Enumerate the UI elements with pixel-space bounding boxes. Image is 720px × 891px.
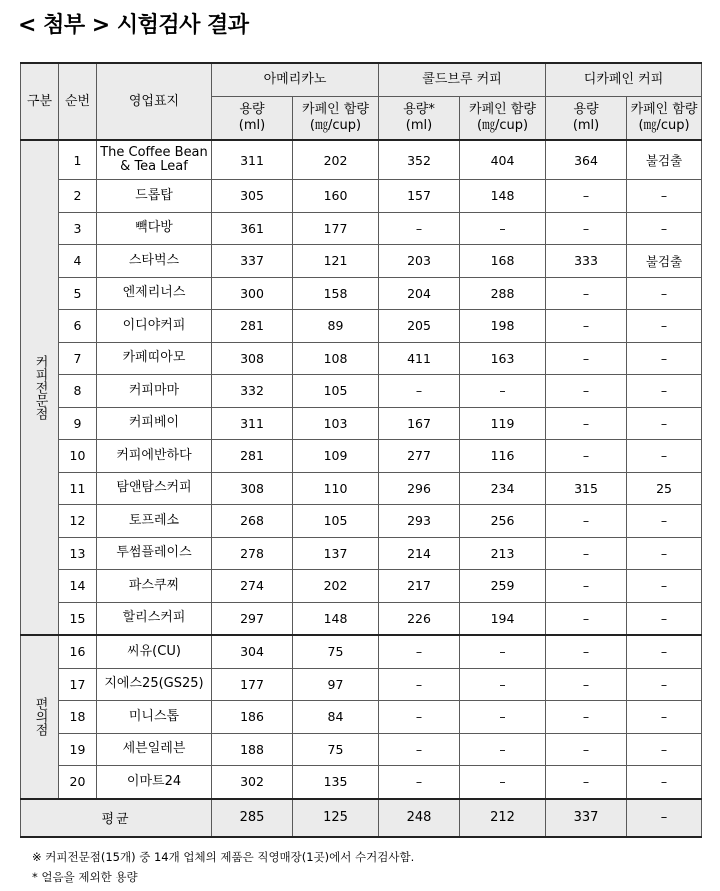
value-cell: – (379, 635, 460, 668)
value-cell: – (546, 537, 627, 570)
brand-cell: 커피마마 (97, 375, 212, 408)
average-value: 212 (460, 799, 546, 837)
table-row (21, 140, 702, 180)
brand-cell: 미니스톱 (97, 701, 212, 734)
subheader-label: 용량 (239, 102, 265, 117)
value-cell: 234 (460, 472, 546, 505)
rank-cell: 4 (59, 245, 97, 278)
rank-cell: 17 (59, 668, 97, 701)
value-cell: – (546, 277, 627, 310)
value-cell: 352 (379, 140, 460, 180)
value-cell: – (546, 212, 627, 245)
value-cell: 259 (460, 570, 546, 603)
value-cell: – (546, 310, 627, 343)
value-cell: – (627, 407, 702, 440)
subheader-unit: (㎎/cup) (638, 118, 690, 133)
footnote-volume: * 얼음을 제외한 용량 (32, 870, 138, 884)
subheader-label: 카페인 함량 (302, 102, 369, 117)
value-cell: 217 (379, 570, 460, 603)
table-row (21, 180, 702, 213)
rank-cell: 2 (59, 180, 97, 213)
value-cell: 177 (212, 668, 293, 701)
rank-cell: 13 (59, 537, 97, 570)
table-row (21, 440, 702, 473)
table-row (21, 537, 702, 570)
value-cell: – (627, 701, 702, 734)
rank-cell: 20 (59, 766, 97, 799)
value-cell: 411 (379, 342, 460, 375)
value-cell: 274 (212, 570, 293, 603)
value-cell: – (627, 766, 702, 799)
subheader-cell (293, 97, 379, 141)
value-cell: 불검출 (627, 140, 702, 180)
average-label: 평균 (21, 799, 212, 837)
header-rank: 순번 (59, 63, 97, 140)
value-cell: 158 (293, 277, 379, 310)
value-cell: 305 (212, 180, 293, 213)
value-cell: – (627, 180, 702, 213)
value-cell: – (379, 766, 460, 799)
value-cell: – (627, 375, 702, 408)
average-value: 337 (546, 799, 627, 837)
brand-cell: 지에스25(GS25) (97, 668, 212, 701)
value-cell: 308 (212, 342, 293, 375)
value-cell: – (546, 766, 627, 799)
value-cell: 277 (379, 440, 460, 473)
value-cell: – (546, 733, 627, 766)
value-cell: – (546, 180, 627, 213)
rank-cell: 5 (59, 277, 97, 310)
value-cell: 202 (293, 570, 379, 603)
value-cell: – (460, 668, 546, 701)
table-row (21, 635, 702, 668)
table-row (21, 570, 702, 603)
header-brand: 영업표지 (97, 63, 212, 140)
value-cell: 116 (460, 440, 546, 473)
subheader-label: 용량* (403, 102, 435, 117)
value-cell: – (379, 668, 460, 701)
value-cell: 75 (293, 635, 379, 668)
subheader-cell (460, 97, 546, 141)
value-cell: 148 (293, 602, 379, 635)
value-cell: 297 (212, 602, 293, 635)
subheader-unit: (㎎/cup) (476, 118, 529, 133)
rank-cell: 18 (59, 701, 97, 734)
brand-cell: 씨유(CU) (97, 635, 212, 668)
brand-cell: 스타벅스 (97, 245, 212, 278)
value-cell: 84 (293, 701, 379, 734)
value-cell: – (627, 537, 702, 570)
value-cell: – (379, 212, 460, 245)
brand-cell: 커피에반하다 (97, 440, 212, 473)
subheader-cell (379, 97, 460, 141)
brand-cell: 이마트24 (97, 766, 212, 799)
results-table (20, 62, 702, 838)
table-row (21, 375, 702, 408)
table-row (21, 310, 702, 343)
category-coffee-shop: 커피전문점 (21, 140, 59, 635)
average-row (21, 799, 702, 837)
value-cell: – (546, 375, 627, 408)
brand-cell: 세븐일레븐 (97, 733, 212, 766)
value-cell: 203 (379, 245, 460, 278)
value-cell: 296 (379, 472, 460, 505)
brand-cell: 카페띠아모 (97, 342, 212, 375)
value-cell: 103 (293, 407, 379, 440)
subheader-label: 용량 (573, 102, 599, 117)
brand-cell: 탐앤탐스커피 (97, 472, 212, 505)
table-row (21, 407, 702, 440)
value-cell: 226 (379, 602, 460, 635)
value-cell: 293 (379, 505, 460, 538)
rank-cell: 16 (59, 635, 97, 668)
brand-cell: 토프레소 (97, 505, 212, 538)
average-value: 285 (212, 799, 293, 837)
value-cell: 163 (460, 342, 546, 375)
brand-cell: 빽다방 (97, 212, 212, 245)
value-cell: 302 (212, 766, 293, 799)
value-cell: – (546, 668, 627, 701)
rank-cell: 9 (59, 407, 97, 440)
value-cell: 278 (212, 537, 293, 570)
value-cell: – (627, 505, 702, 538)
value-cell: 214 (379, 537, 460, 570)
value-cell: 137 (293, 537, 379, 570)
value-cell: 194 (460, 602, 546, 635)
value-cell: – (627, 310, 702, 343)
table-row (21, 277, 702, 310)
table-row (21, 472, 702, 505)
rank-cell: 8 (59, 375, 97, 408)
value-cell: 337 (212, 245, 293, 278)
rank-cell: 1 (59, 140, 97, 180)
value-cell: – (379, 701, 460, 734)
value-cell: 288 (460, 277, 546, 310)
value-cell: 135 (293, 766, 379, 799)
brand-cell: The Coffee Bean & Tea Leaf (97, 140, 212, 180)
brand-cell: 드롭탑 (97, 180, 212, 213)
subheader-unit: (㎎/cup) (309, 118, 362, 133)
value-cell: – (627, 602, 702, 635)
value-cell: – (627, 635, 702, 668)
value-cell: 110 (293, 472, 379, 505)
subheader-cell (546, 97, 627, 141)
rank-cell: 19 (59, 733, 97, 766)
value-cell: 281 (212, 440, 293, 473)
value-cell: 148 (460, 180, 546, 213)
rank-cell: 7 (59, 342, 97, 375)
value-cell: 308 (212, 472, 293, 505)
value-cell: 311 (212, 407, 293, 440)
value-cell: – (460, 635, 546, 668)
value-cell: 364 (546, 140, 627, 180)
rank-cell: 14 (59, 570, 97, 603)
value-cell: 89 (293, 310, 379, 343)
subheader-label: 카페인 함량 (469, 102, 536, 117)
table-row (21, 342, 702, 375)
value-cell: – (546, 342, 627, 375)
value-cell: 361 (212, 212, 293, 245)
value-cell: 105 (293, 505, 379, 538)
brand-cell: 투썸플레이스 (97, 537, 212, 570)
value-cell: 75 (293, 733, 379, 766)
value-cell: 160 (293, 180, 379, 213)
table-row (21, 701, 702, 734)
table-row (21, 733, 702, 766)
rank-cell: 15 (59, 602, 97, 635)
value-cell: – (546, 635, 627, 668)
brand-cell: 파스쿠찌 (97, 570, 212, 603)
brand-cell: 엔제리너스 (97, 277, 212, 310)
value-cell: 213 (460, 537, 546, 570)
value-cell: – (627, 668, 702, 701)
header-group-coldbrew: 콜드브루 커피 (379, 63, 546, 97)
value-cell: 121 (293, 245, 379, 278)
value-cell: 25 (627, 472, 702, 505)
subheader-unit: (ml) (238, 118, 266, 133)
table-row (21, 505, 702, 538)
table-row (21, 668, 702, 701)
value-cell: 168 (460, 245, 546, 278)
value-cell: 167 (379, 407, 460, 440)
value-cell: – (546, 407, 627, 440)
value-cell: 205 (379, 310, 460, 343)
rank-cell: 3 (59, 212, 97, 245)
value-cell: – (460, 375, 546, 408)
value-cell: 157 (379, 180, 460, 213)
page-title: < 첨부 > 시험검사 결과 (18, 13, 249, 38)
subheader-unit: (ml) (405, 118, 433, 133)
value-cell: 311 (212, 140, 293, 180)
header-group-decaf: 디카페인 커피 (546, 63, 702, 97)
value-cell: – (627, 440, 702, 473)
brand-cell: 할리스커피 (97, 602, 212, 635)
value-cell: – (627, 277, 702, 310)
value-cell: 256 (460, 505, 546, 538)
value-cell: 188 (212, 733, 293, 766)
value-cell: – (627, 212, 702, 245)
value-cell: – (546, 505, 627, 538)
value-cell: 204 (379, 277, 460, 310)
table-row (21, 602, 702, 635)
value-cell: 177 (293, 212, 379, 245)
value-cell: – (627, 733, 702, 766)
value-cell: 332 (212, 375, 293, 408)
footnote-sampling: ※ 커피전문점(15개) 중 14개 업체의 제품은 직영매장(1곳)에서 수거검사함. (32, 850, 415, 864)
value-cell: 186 (212, 701, 293, 734)
average-value: – (627, 799, 702, 837)
value-cell: 97 (293, 668, 379, 701)
value-cell: 109 (293, 440, 379, 473)
value-cell: 108 (293, 342, 379, 375)
table-row (21, 212, 702, 245)
value-cell: – (546, 570, 627, 603)
value-cell: 333 (546, 245, 627, 278)
header-category: 구분 (21, 63, 59, 140)
rank-cell: 11 (59, 472, 97, 505)
value-cell: 불검출 (627, 245, 702, 278)
value-cell: 198 (460, 310, 546, 343)
table-row (21, 245, 702, 278)
value-cell: 202 (293, 140, 379, 180)
brand-cell: 이디야커피 (97, 310, 212, 343)
table-row (21, 766, 702, 799)
value-cell: – (546, 701, 627, 734)
value-cell: – (379, 733, 460, 766)
brand-cell: 커피베이 (97, 407, 212, 440)
footnotes (32, 847, 414, 887)
value-cell: – (460, 733, 546, 766)
value-cell: – (627, 570, 702, 603)
value-cell: – (460, 212, 546, 245)
value-cell: 300 (212, 277, 293, 310)
value-cell: 404 (460, 140, 546, 180)
subheader-cell (212, 97, 293, 141)
value-cell: – (546, 602, 627, 635)
value-cell: – (379, 375, 460, 408)
value-cell: 281 (212, 310, 293, 343)
value-cell: – (627, 342, 702, 375)
value-cell: 105 (293, 375, 379, 408)
subheader-label: 카페인 함량 (630, 102, 698, 117)
value-cell: – (460, 701, 546, 734)
subheader-cell (627, 97, 702, 141)
value-cell: 268 (212, 505, 293, 538)
value-cell: 304 (212, 635, 293, 668)
rank-cell: 6 (59, 310, 97, 343)
value-cell: 119 (460, 407, 546, 440)
average-value: 125 (293, 799, 379, 837)
rank-cell: 12 (59, 505, 97, 538)
value-cell: 315 (546, 472, 627, 505)
rank-cell: 10 (59, 440, 97, 473)
header-group-americano: 아메리카노 (212, 63, 379, 97)
subheader-unit: (ml) (572, 118, 600, 133)
average-value: 248 (379, 799, 460, 837)
value-cell: – (546, 440, 627, 473)
category-convenience: 편의점 (21, 635, 59, 799)
value-cell: – (460, 766, 546, 799)
